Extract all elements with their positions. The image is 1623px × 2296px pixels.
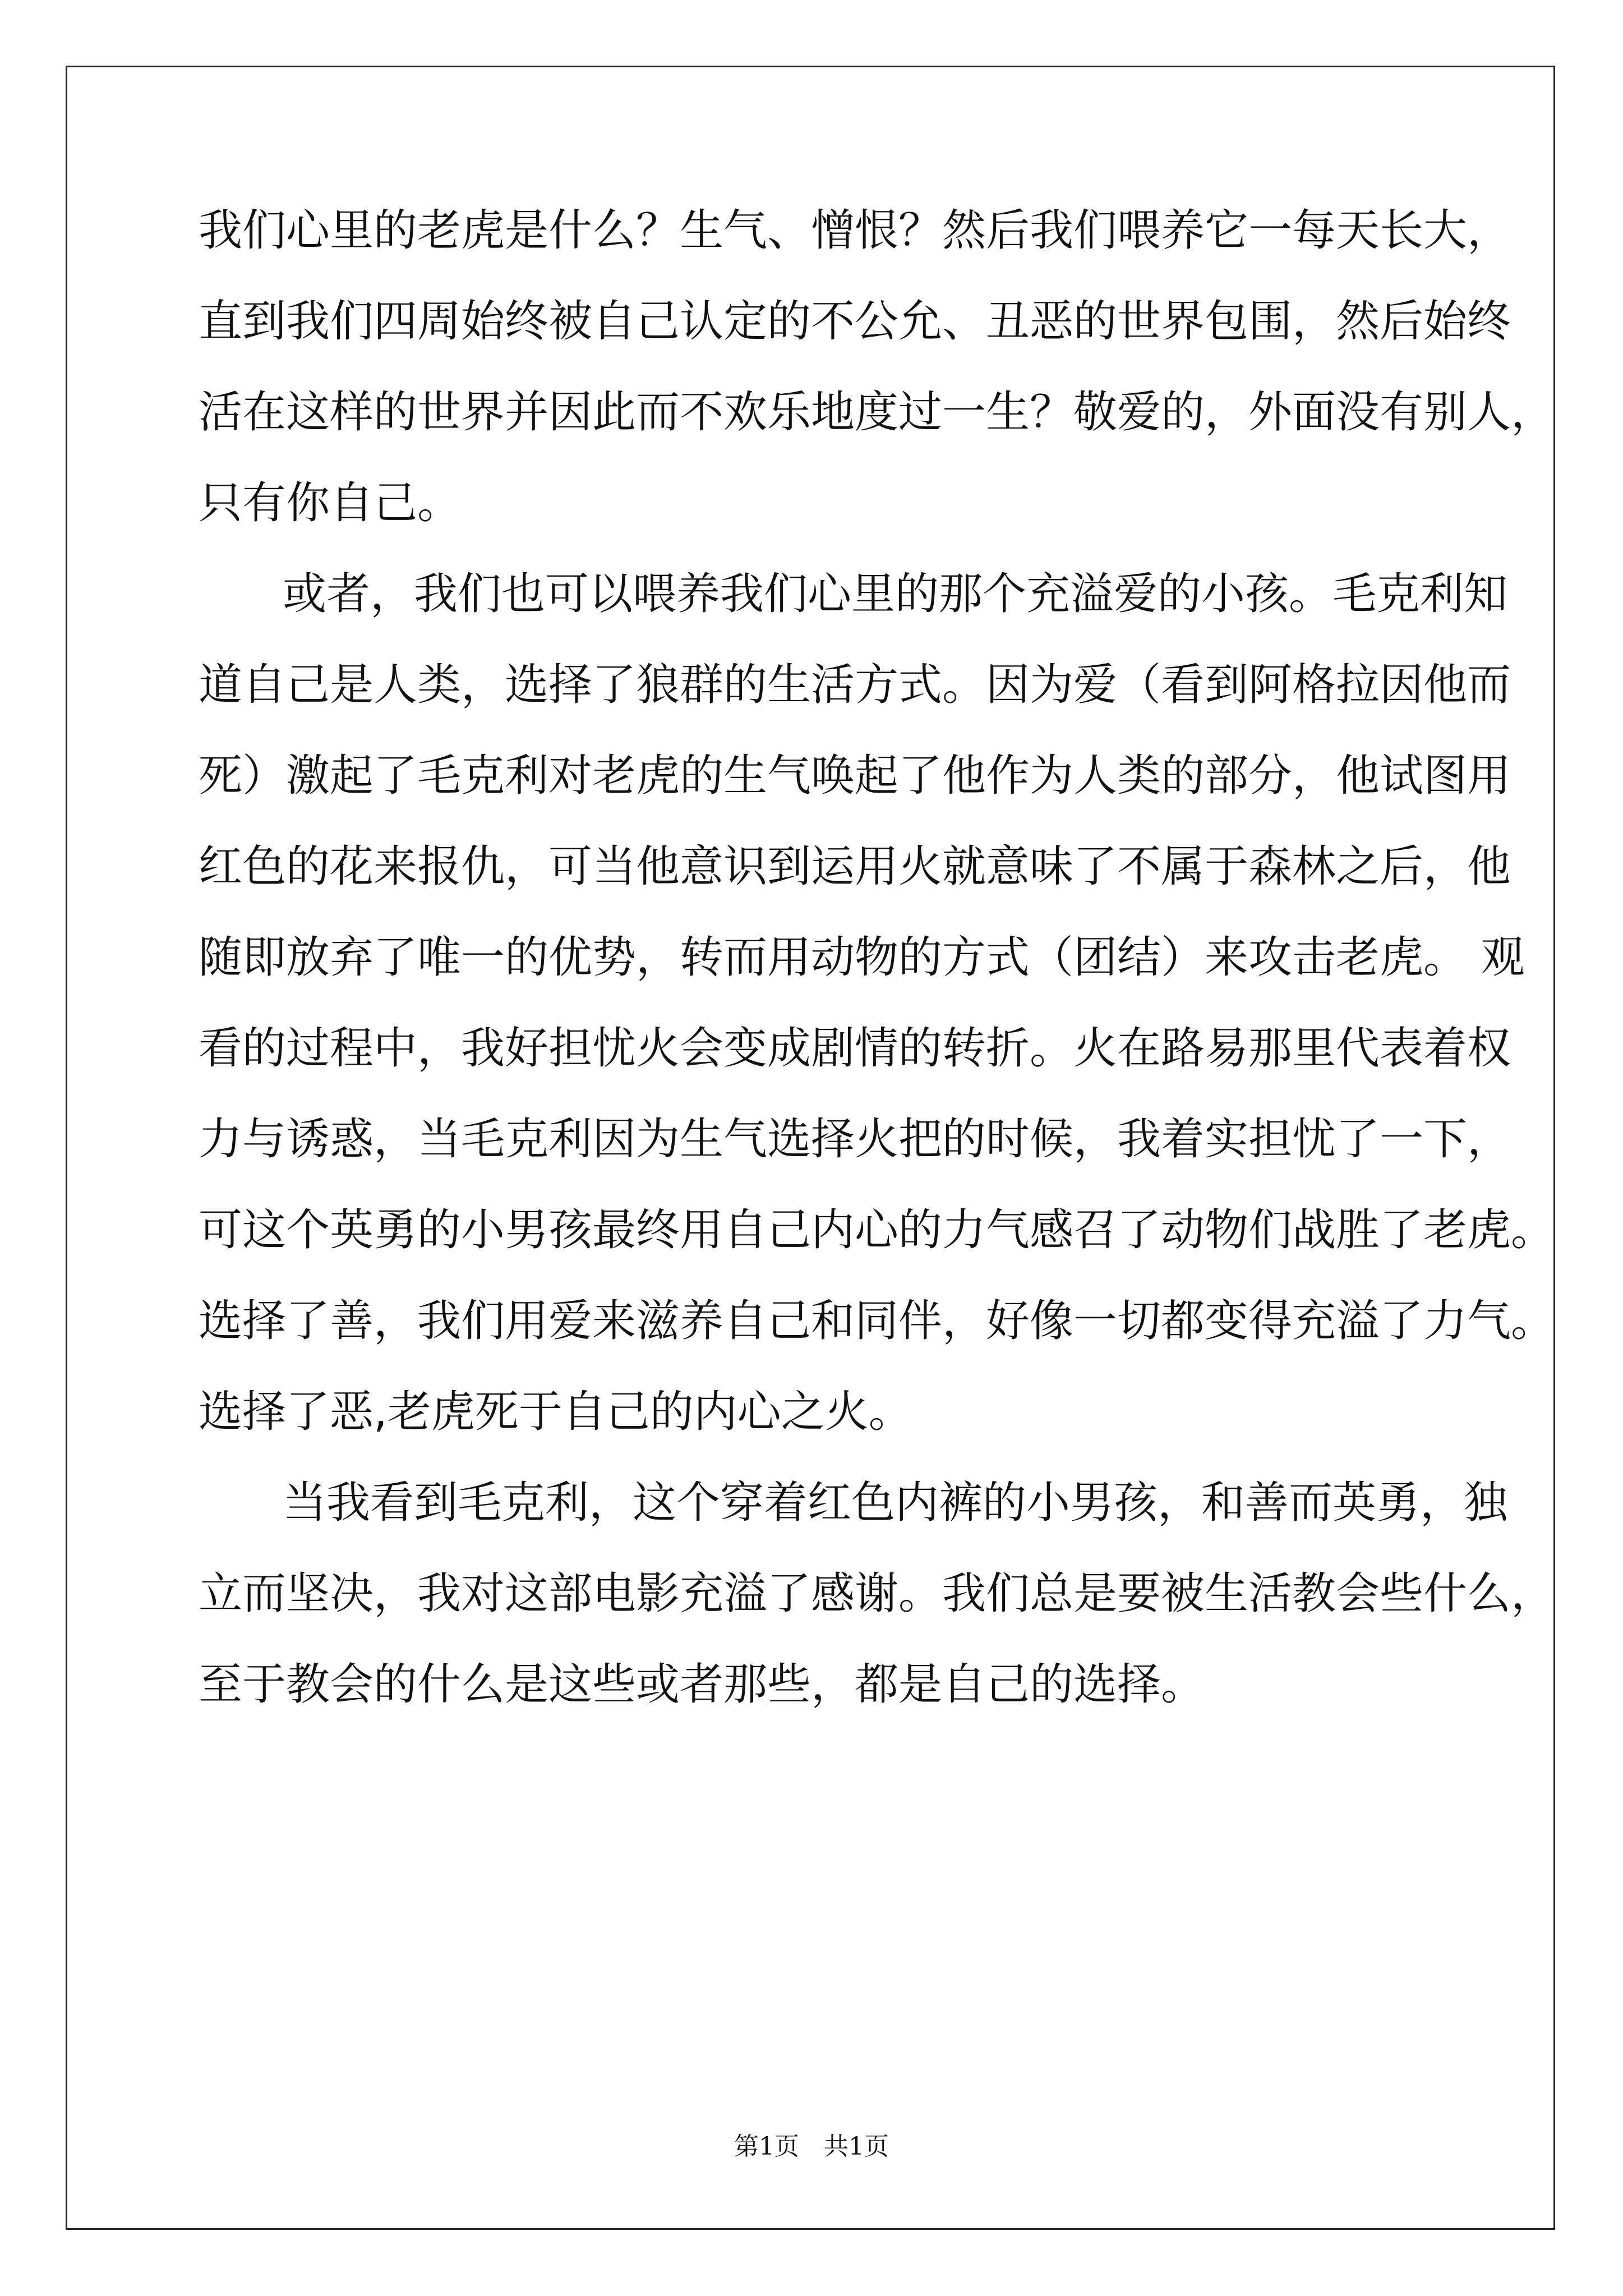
text-line: 只有你自己。: [199, 478, 462, 528]
text-line: 至于教会的什么是这些或者那些，都是自己的选择。: [199, 1659, 1205, 1710]
text-line: 死）激起了毛克利对老虎的生气唤起了他作为人类的部分，他试图用: [199, 751, 1511, 801]
text-line: 活在这样的世界并因此而不欢乐地度过一生？敬爱的，外面没有别人，: [199, 387, 1555, 438]
text-line: 道自己是人类，选择了狼群的生活方式。因为爱（看到阿格拉因他而: [199, 660, 1511, 710]
text-line: 立而坚决，我对这部电影充溢了感谢。我们总是要被生活教会些什么，: [199, 1568, 1555, 1619]
text-line: 随即放弃了唯一的优势，转而用动物的方式（团结）来攻击老虎。 观: [199, 932, 1525, 983]
text-line: 红色的花来报仇，可当他意识到运用火就意味了不属于森林之后，他: [199, 841, 1511, 892]
text-line: 选择了恶,老虎死于自己的内心之火。: [199, 1387, 912, 1437]
text-line: 当我看到毛克利，这个穿着红色内裤的小男孩，和善而英勇，独: [283, 1478, 1508, 1528]
text-line: 可这个英勇的小男孩最终用自己内心的力气感召了动物们战胜了老虎。: [199, 1205, 1555, 1255]
text-line: 我们心里的老虎是什么？生气、憎恨？然后我们喂养它一每天长大，: [199, 205, 1511, 256]
text-line: 选择了善，我们用爱来滋养自己和同伴，好像一切都变得充溢了力气。: [199, 1296, 1555, 1346]
text-line: 力与诱惑，当毛克利因为生气选择火把的时候，我着实担忧了一下，: [199, 1114, 1511, 1165]
text-line: 或者，我们也可以喂养我们心里的那个充溢爱的小孩。毛克利知: [283, 569, 1508, 619]
page-number: 第1页 共1页: [734, 2132, 889, 2161]
text-line: 看的过程中，我好担忧火会变成剧情的转折。火在路易那里代表着权: [199, 1023, 1511, 1074]
text-line: 直到我们四周始终被自己认定的不公允、丑恶的世界包围，然后始终: [199, 296, 1511, 347]
